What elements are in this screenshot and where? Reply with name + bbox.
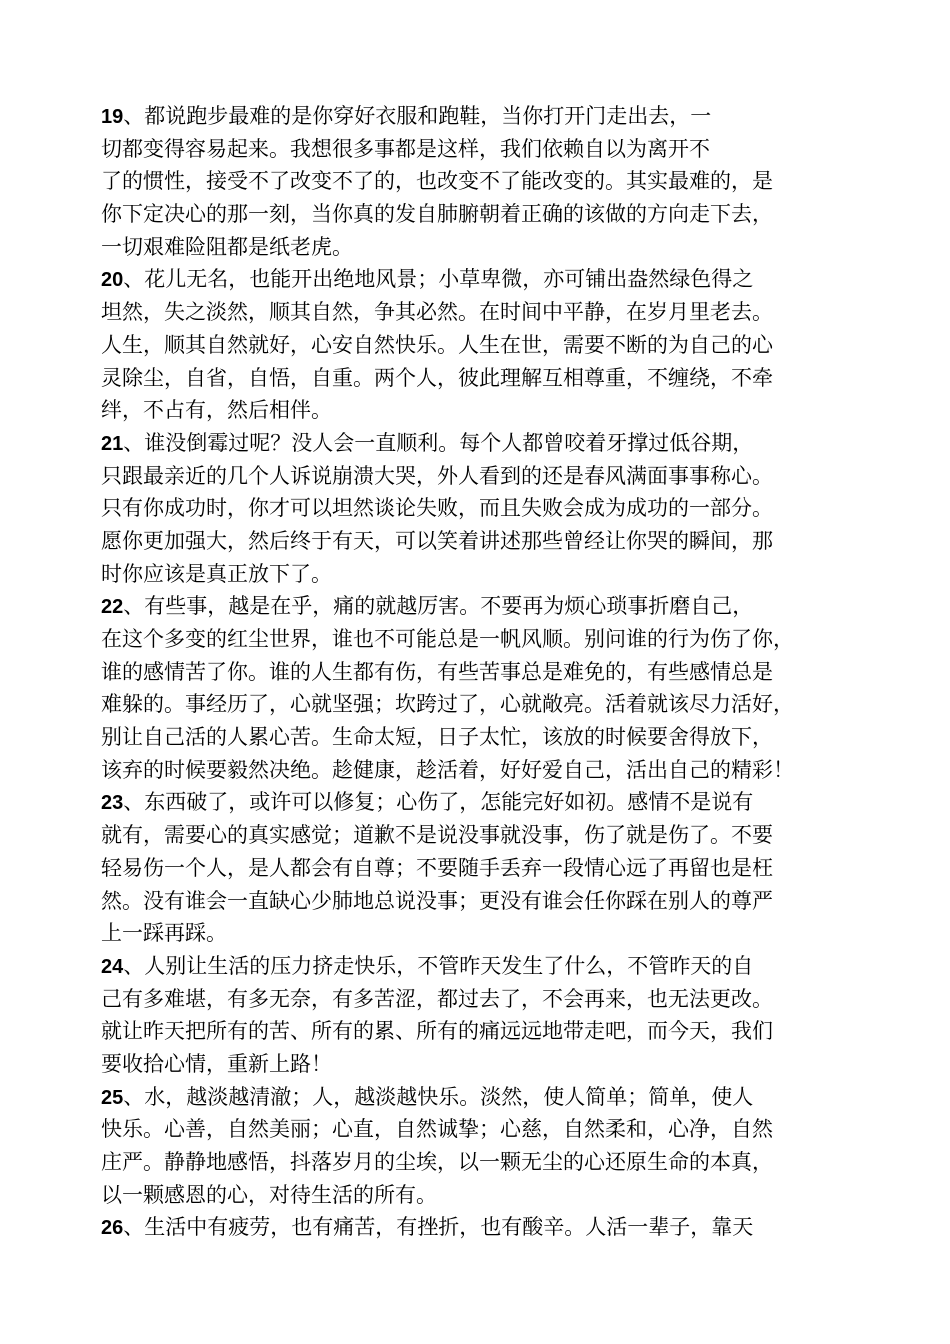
- paragraph-number: 24: [101, 955, 124, 978]
- text-line: 在这个多变的红尘世界，谁也不可能总是一帆风顺。别问谁的行为伤了你，: [101, 627, 794, 651]
- text-line: 灵除尘，自省，自悟，自重。两个人，彼此理解互相尊重，不缠绕，不牵: [101, 365, 773, 390]
- paragraph-20: [101, 263, 861, 426]
- paragraph-19: [101, 100, 861, 263]
- paragraph-26: [101, 1211, 861, 1244]
- paragraph-number: 22: [101, 596, 124, 619]
- paragraph-24: [101, 950, 861, 1081]
- paragraph-number: 25: [101, 1086, 124, 1109]
- text-line: [101, 1211, 861, 1244]
- text-line: 就让昨天把所有的苦、所有的累、所有的痛远远地带走吧，而今天，我们: [101, 1019, 773, 1044]
- paragraph-number: 23: [101, 792, 124, 815]
- line-text: 、东西破了，或许可以修复；心伤了，怎能完好如初。感情不是说有: [123, 790, 754, 815]
- paragraph-number: 20: [101, 269, 124, 292]
- text-line: 该弃的时候要毅然决绝。趁健康，趁活着，好好爱自己，活出自己的精彩！: [101, 757, 794, 782]
- line-text: 、花儿无名，也能开出绝地风景；小草卑微，亦可铺出盎然绿色得之: [123, 267, 754, 292]
- line-text: 、有些事，越是在乎，痛的就越厉害。不要再为烦心琐事折磨自己，: [123, 594, 754, 619]
- text-line: 了的惯性，接受不了改变不了的，也改变不了能改变的。其实最难的，是: [101, 169, 773, 194]
- text-line: 只跟最亲近的几个人诉说崩溃大哭，外人看到的还是春风满面事事称心。: [101, 463, 773, 488]
- paragraph-number: 19: [101, 106, 124, 128]
- text-line: 庄严。静静地感悟，抖落岁月的尘埃，以一颗无尘的心还原生命的本真，: [101, 1150, 773, 1174]
- text-line: 人生，顺其自然就好，心安自然快乐。人生在世，需要不断的为自己的心: [101, 332, 773, 357]
- text-line: 以一颗感恩的心，对待生活的所有。: [101, 1182, 437, 1207]
- paragraph-21: [101, 427, 861, 590]
- text-line: 轻易伤一个人，是人都会有自尊；不要随手丢弃一段情心远了再留也是枉: [101, 855, 773, 880]
- document-body: [101, 100, 861, 1244]
- text-line: 己有多难堪，有多无奈，有多苦涩，都过去了，不会再来，也无法更改。: [101, 986, 773, 1011]
- text-line: 时你应该是真正放下了。: [101, 561, 332, 586]
- text-line: 只有你成功时，你才可以坦然谈论失败，而且失败会成为成功的一部分。: [101, 496, 773, 521]
- text-line: [101, 950, 861, 983]
- line-text: 、谁没倒霉过呢？没人会一直顺利。每个人都曾咬着牙撑过低谷期，: [123, 430, 754, 455]
- line-text: 、都说跑步最难的是你穿好衣服和跑鞋，当你打开门走出去，一: [123, 104, 712, 128]
- text-line: 愿你更加强大，然后终于有天，可以笑着讲述那些曾经让你哭的瞬间，那: [101, 528, 773, 553]
- text-line: 就有，需要心的真实感觉；道歉不是说没事就没事，伤了就是伤了。不要: [101, 823, 773, 848]
- text-line: 上一踩再踩。: [101, 921, 227, 946]
- text-line: 你下定决心的那一刻，当你真的发自肺腑朝着正确的该做的方向走下去，: [101, 202, 773, 227]
- text-line: 谁的感情苦了你。谁的人生都有伤，有些苦事总是难免的，有些感情总是: [101, 659, 773, 684]
- paragraph-number: 26: [101, 1217, 124, 1240]
- text-line: 切都变得容易起来。我想很多事都是这样，我们依赖自以为离开不: [101, 136, 710, 161]
- text-line: [101, 427, 861, 460]
- paragraph-number: 21: [101, 432, 124, 455]
- text-line: 快乐。心善，自然美丽；心直，自然诚挚；心慈，自然柔和，心净，自然: [101, 1117, 773, 1142]
- text-line: 然。没有谁会一直缺心少肺地总说没事；更没有谁会任你踩在别人的尊严: [101, 888, 773, 913]
- paragraph-23: [101, 786, 861, 949]
- paragraph-25: [101, 1081, 861, 1212]
- text-line: [101, 263, 861, 296]
- text-line: [101, 590, 861, 623]
- text-line: 绊，不占有，然后相伴。: [101, 398, 332, 423]
- text-line: 难躲的。事经历了，心就坚强；坎跨过了，心就敞亮。活着就该尽力活好，: [101, 692, 794, 717]
- text-line: 别让自己活的人累心苦。生命太短，日子太忙，该放的时候要舍得放下，: [101, 725, 773, 750]
- paragraph-22: [101, 590, 861, 786]
- line-text: 、水，越淡越清澈；人，越淡越快乐。淡然，使人简单；简单，使人: [123, 1084, 754, 1109]
- text-line: 要收拾心情，重新上路！: [101, 1051, 332, 1076]
- text-line: [101, 786, 861, 819]
- text-line: [101, 1081, 861, 1114]
- text-line: 一切艰难险阻都是纸老虎。: [101, 234, 353, 259]
- text-line: [101, 100, 861, 133]
- text-line: 坦然，失之淡然，顺其自然，争其必然。在时间中平静，在岁月里老去。: [101, 300, 773, 325]
- line-text: 、人别让生活的压力挤走快乐，不管昨天发生了什么，不管昨天的自: [123, 953, 754, 978]
- line-text: 、生活中有疲劳，也有痛苦，有挫折，也有酸辛。人活一辈子，靠天: [123, 1215, 754, 1240]
